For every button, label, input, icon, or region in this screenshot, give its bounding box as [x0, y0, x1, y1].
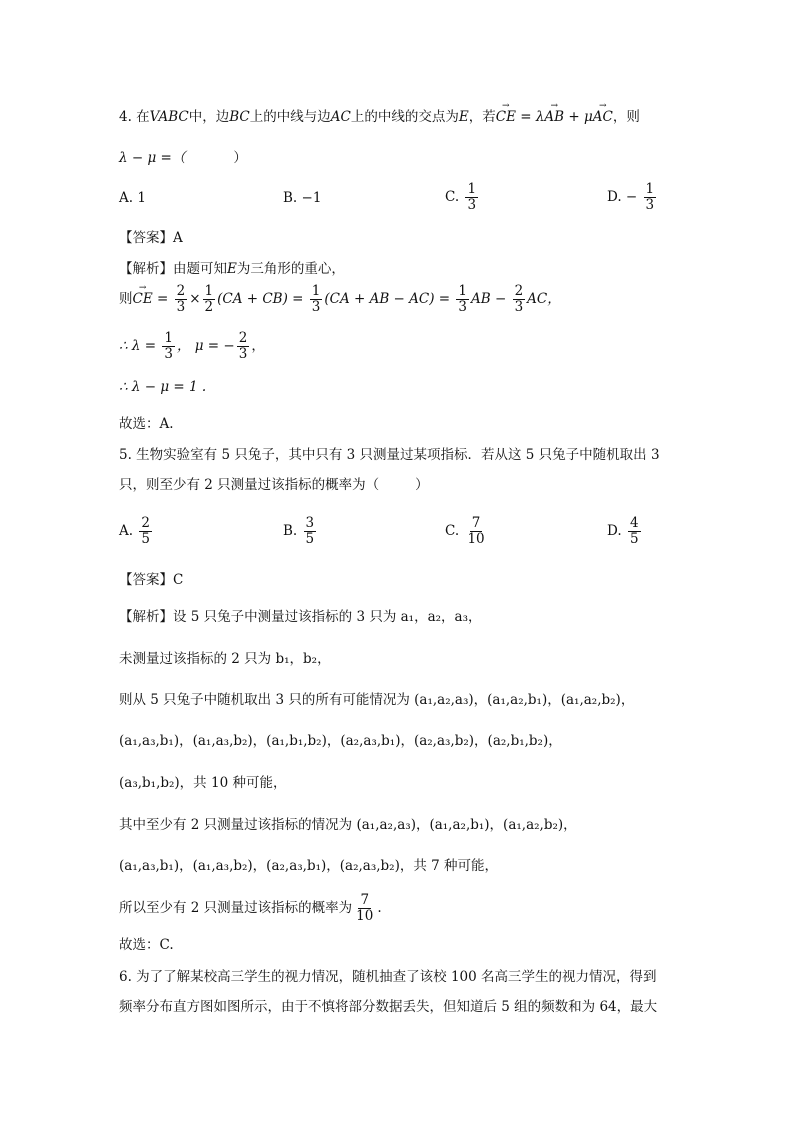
- q5-analysis-3: 则从 5 只兔子中随机取出 3 只的所有可能情况为 (a₁,a₂,a₃)，(a₁,a₂,b₁)，(a₁,a₂,b₂)，: [119, 692, 635, 708]
- vector-ab: → AB: [544, 107, 564, 127]
- q4-analysis-step1: 则→ CE = $\frac{2}{3}$ × $\frac{1}{2}$ (CA + CB) = $\frac{1}{3}$ (CA + AB − AC) = $\frac{1}{3}$ AB − $\frac{2}{3}$ AC，: [119, 284, 561, 315]
- q6-stem-line1: 6. 为了了解某校高三学生的视力情况，随机抽查了该校 100 名高三学生的视力情况，得到: [119, 969, 657, 985]
- q4-option-d: D. − $\frac{1}{3}$: [607, 181, 655, 213]
- q4-stem-line2: λ − μ =（ ）: [119, 150, 247, 166]
- q4-answer: 【答案】A: [119, 230, 183, 246]
- q4-stem-line1: 4. 在VABC中，边BC上的中线与边AC上的中线的交点为E，若→ CE = λ→ AB + μ→ AC，则: [119, 107, 640, 127]
- q4-option-b: B. −1: [283, 190, 322, 206]
- q5-stem-line2: 只，则至少有 2 只测量过该指标的概率为（ ）: [119, 477, 429, 493]
- q4-option-a: A. 1: [119, 190, 146, 206]
- q4-analysis-head: 【解析】由题可知E为三角形的重心，: [119, 261, 345, 277]
- q5-option-d: D. $\frac{4}{5}$: [607, 515, 639, 547]
- q5-answer: 【答案】C: [119, 572, 184, 588]
- q6-stem-line2: 频率分布直方图如图所示，由于不慎将部分数据丢失，但知道后 5 组的频数和为 64，最大: [119, 999, 658, 1015]
- fraction: $\frac{1}{3}$: [645, 181, 655, 213]
- q5-option-b: B. $\frac{3}{5}$: [283, 515, 315, 547]
- q5-analysis-8: 所以至少有 2 只测量过该指标的概率为 $\frac{7}{10}$ .: [119, 892, 382, 924]
- q5-analysis-2: 未测量过该指标的 2 只为 b₁，b₂，: [119, 651, 331, 667]
- q5-stem-line1: 5. 生物实验室有 5 只兔子，其中只有 3 只测量过某项指标．若从这 5 只兔子中随机取出 3: [119, 447, 660, 463]
- q5-option-c: C. $\frac{7}{10}$: [445, 515, 485, 547]
- q5-analysis-1: 【解析】设 5 只兔子中测量过该指标的 3 只为 a₁，a₂，a₃，: [119, 609, 482, 625]
- q4-option-c: C. $\frac{1}{3}$: [445, 181, 477, 213]
- q4-analysis-step3: ∴ λ − μ = 1 .: [119, 379, 207, 395]
- q5-option-a: A. $\frac{2}{5}$: [119, 515, 150, 547]
- fraction: $\frac{1}{3}$: [467, 181, 477, 213]
- q5-analysis-7: (a₁,a₃,b₁)，(a₁,a₃,b₂)，(a₂,a₃,b₁)，(a₂,a₃,b₂)，共 7 种可能，: [119, 858, 499, 874]
- q5-choose: 故选：C.: [119, 937, 174, 953]
- q5-analysis-6: 其中至少有 2 只测量过该指标的情况为 (a₁,a₂,a₃)，(a₁,a₂,b₁)，(a₁,a₂,b₂)，: [119, 817, 577, 833]
- q5-analysis-4: (a₁,a₃,b₁)，(a₁,a₃,b₂)，(a₁,b₁,b₂)，(a₂,a₃,b₁)，(a₂,a₃,b₂)，(a₂,b₁,b₂)，: [119, 733, 562, 749]
- q4-analysis-step2: ∴ λ = $\frac{1}{3}$ ， μ = − $\frac{2}{3}$ ，: [119, 330, 265, 362]
- vector-ce: → CE: [496, 107, 516, 127]
- q4-choose: 故选：A.: [119, 416, 174, 432]
- vector-ac: → AC: [593, 107, 613, 127]
- q5-analysis-5: (a₃,b₁,b₂)，共 10 种可能，: [119, 775, 287, 791]
